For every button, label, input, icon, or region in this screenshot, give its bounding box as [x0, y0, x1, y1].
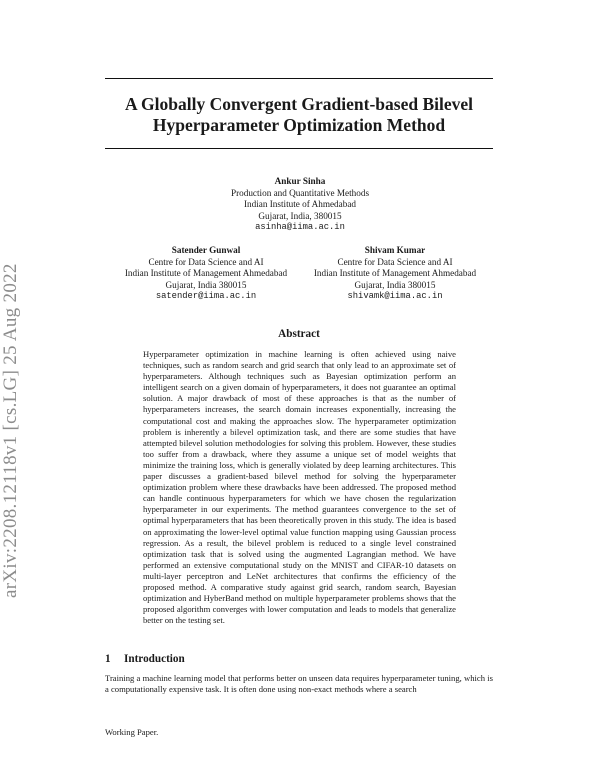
paper-title: [105, 94, 493, 136]
section-title: Introduction: [124, 653, 185, 665]
author-address: Gujarat, India 380015: [165, 279, 247, 290]
author-name: Satender Gunwal: [171, 245, 241, 255]
author-address: Gujarat, India 380015: [354, 279, 436, 290]
abstract-text: Hyperparameter optimization in machine learning is often achieved using naive techniques, such as random search and grid search that only lead to an approximate set of hyperparameters. Although techniques such as Bayesian optimization perform an intelligent search on a given domain of hyperparameters, it does not guarantee an optimal solution. A major drawback of most of these approaches is that as the number of hyperparameters increases, the search domain increases exponentially, increasing the computational cost and making the approaches slow. The hyperparameter optimization problem is inherently a bilevel optimization task, and there are some studies that have attempted bilevel solution methodologies for solving this problem. However, these studies too suffer from a drawback, where they assume a unique set of model weights that minimize the training loss, which is generally violated by deep learning architectures. This paper discusses a gradient-based bilevel method for solving the hyperparameter optimization problem where these drawbacks have been addressed. The proposed method can handle continuous hyperparameters for which we have chosen the regularization hyperparameter in our experiments. The method guarantees convergence to the set of optimal hyperparameters that has been theoretically proven in this study. The idea is based on approximating the lower-level optimal value function mapping using Gaussian process regression. As a result, the bilevel problem is reduced to a single level constrained optimization task that is solved using the augmented Lagrangian method. We have performed an extensive computational study on the MNIST and CIFAR-10 datasets on multi-layer perceptron and LeNet architectures that confirms the efficiency of the proposed method. A comparative study against grid search, random search, Bayesian optimization and HyberBand method on multiple hyperparameter problems shows that the proposed algorithm converges with lower computation and leads to models that generalize better on the testing set.: [143, 349, 456, 626]
author-name: Ankur Sinha: [274, 176, 326, 186]
author-block-3: [287, 245, 503, 303]
author-email: satender@iima.ac.in: [155, 291, 257, 302]
author-affiliation: Centre for Data Science and AI: [337, 256, 453, 267]
title-bottom-rule: [105, 148, 493, 149]
author-block-2: [98, 245, 314, 303]
author-affiliation: Production and Quantitative Methods: [230, 187, 370, 198]
author-affiliation: Indian Institute of Management Ahmedabad: [124, 268, 288, 279]
author-affiliation: Indian Institute of Management Ahmedabad: [313, 268, 477, 279]
author-block-1: [200, 176, 400, 234]
author-affiliation: Indian Institute of Ahmedabad: [243, 199, 356, 210]
section-number: 1: [105, 653, 111, 665]
abstract-heading: Abstract: [278, 328, 320, 340]
author-name: Shivam Kumar: [364, 245, 426, 255]
author-email: asinha@iima.ac.in: [255, 222, 345, 233]
title-top-rule: [105, 78, 493, 79]
section-heading: [105, 653, 185, 665]
author-email: shivamk@iima.ac.in: [347, 291, 443, 302]
footer-note: Working Paper.: [105, 727, 159, 737]
title-line-2: Hyperparameter Optimization Method: [152, 115, 446, 135]
arxiv-identifier: arXiv:2208.12118v1 [cs.LG] 25 Aug 2022: [0, 263, 21, 598]
author-address: Gujarat, India, 380015: [258, 210, 342, 221]
section-body-text: Training a machine learning model that performs better on unseen data requires hyperparameter tuning, which is a computationally expensive task. It is often done using non-exact methods where a search: [105, 673, 493, 695]
author-affiliation: Centre for Data Science and AI: [148, 256, 264, 267]
title-line-1: A Globally Convergent Gradient-based Bilevel: [124, 94, 474, 114]
